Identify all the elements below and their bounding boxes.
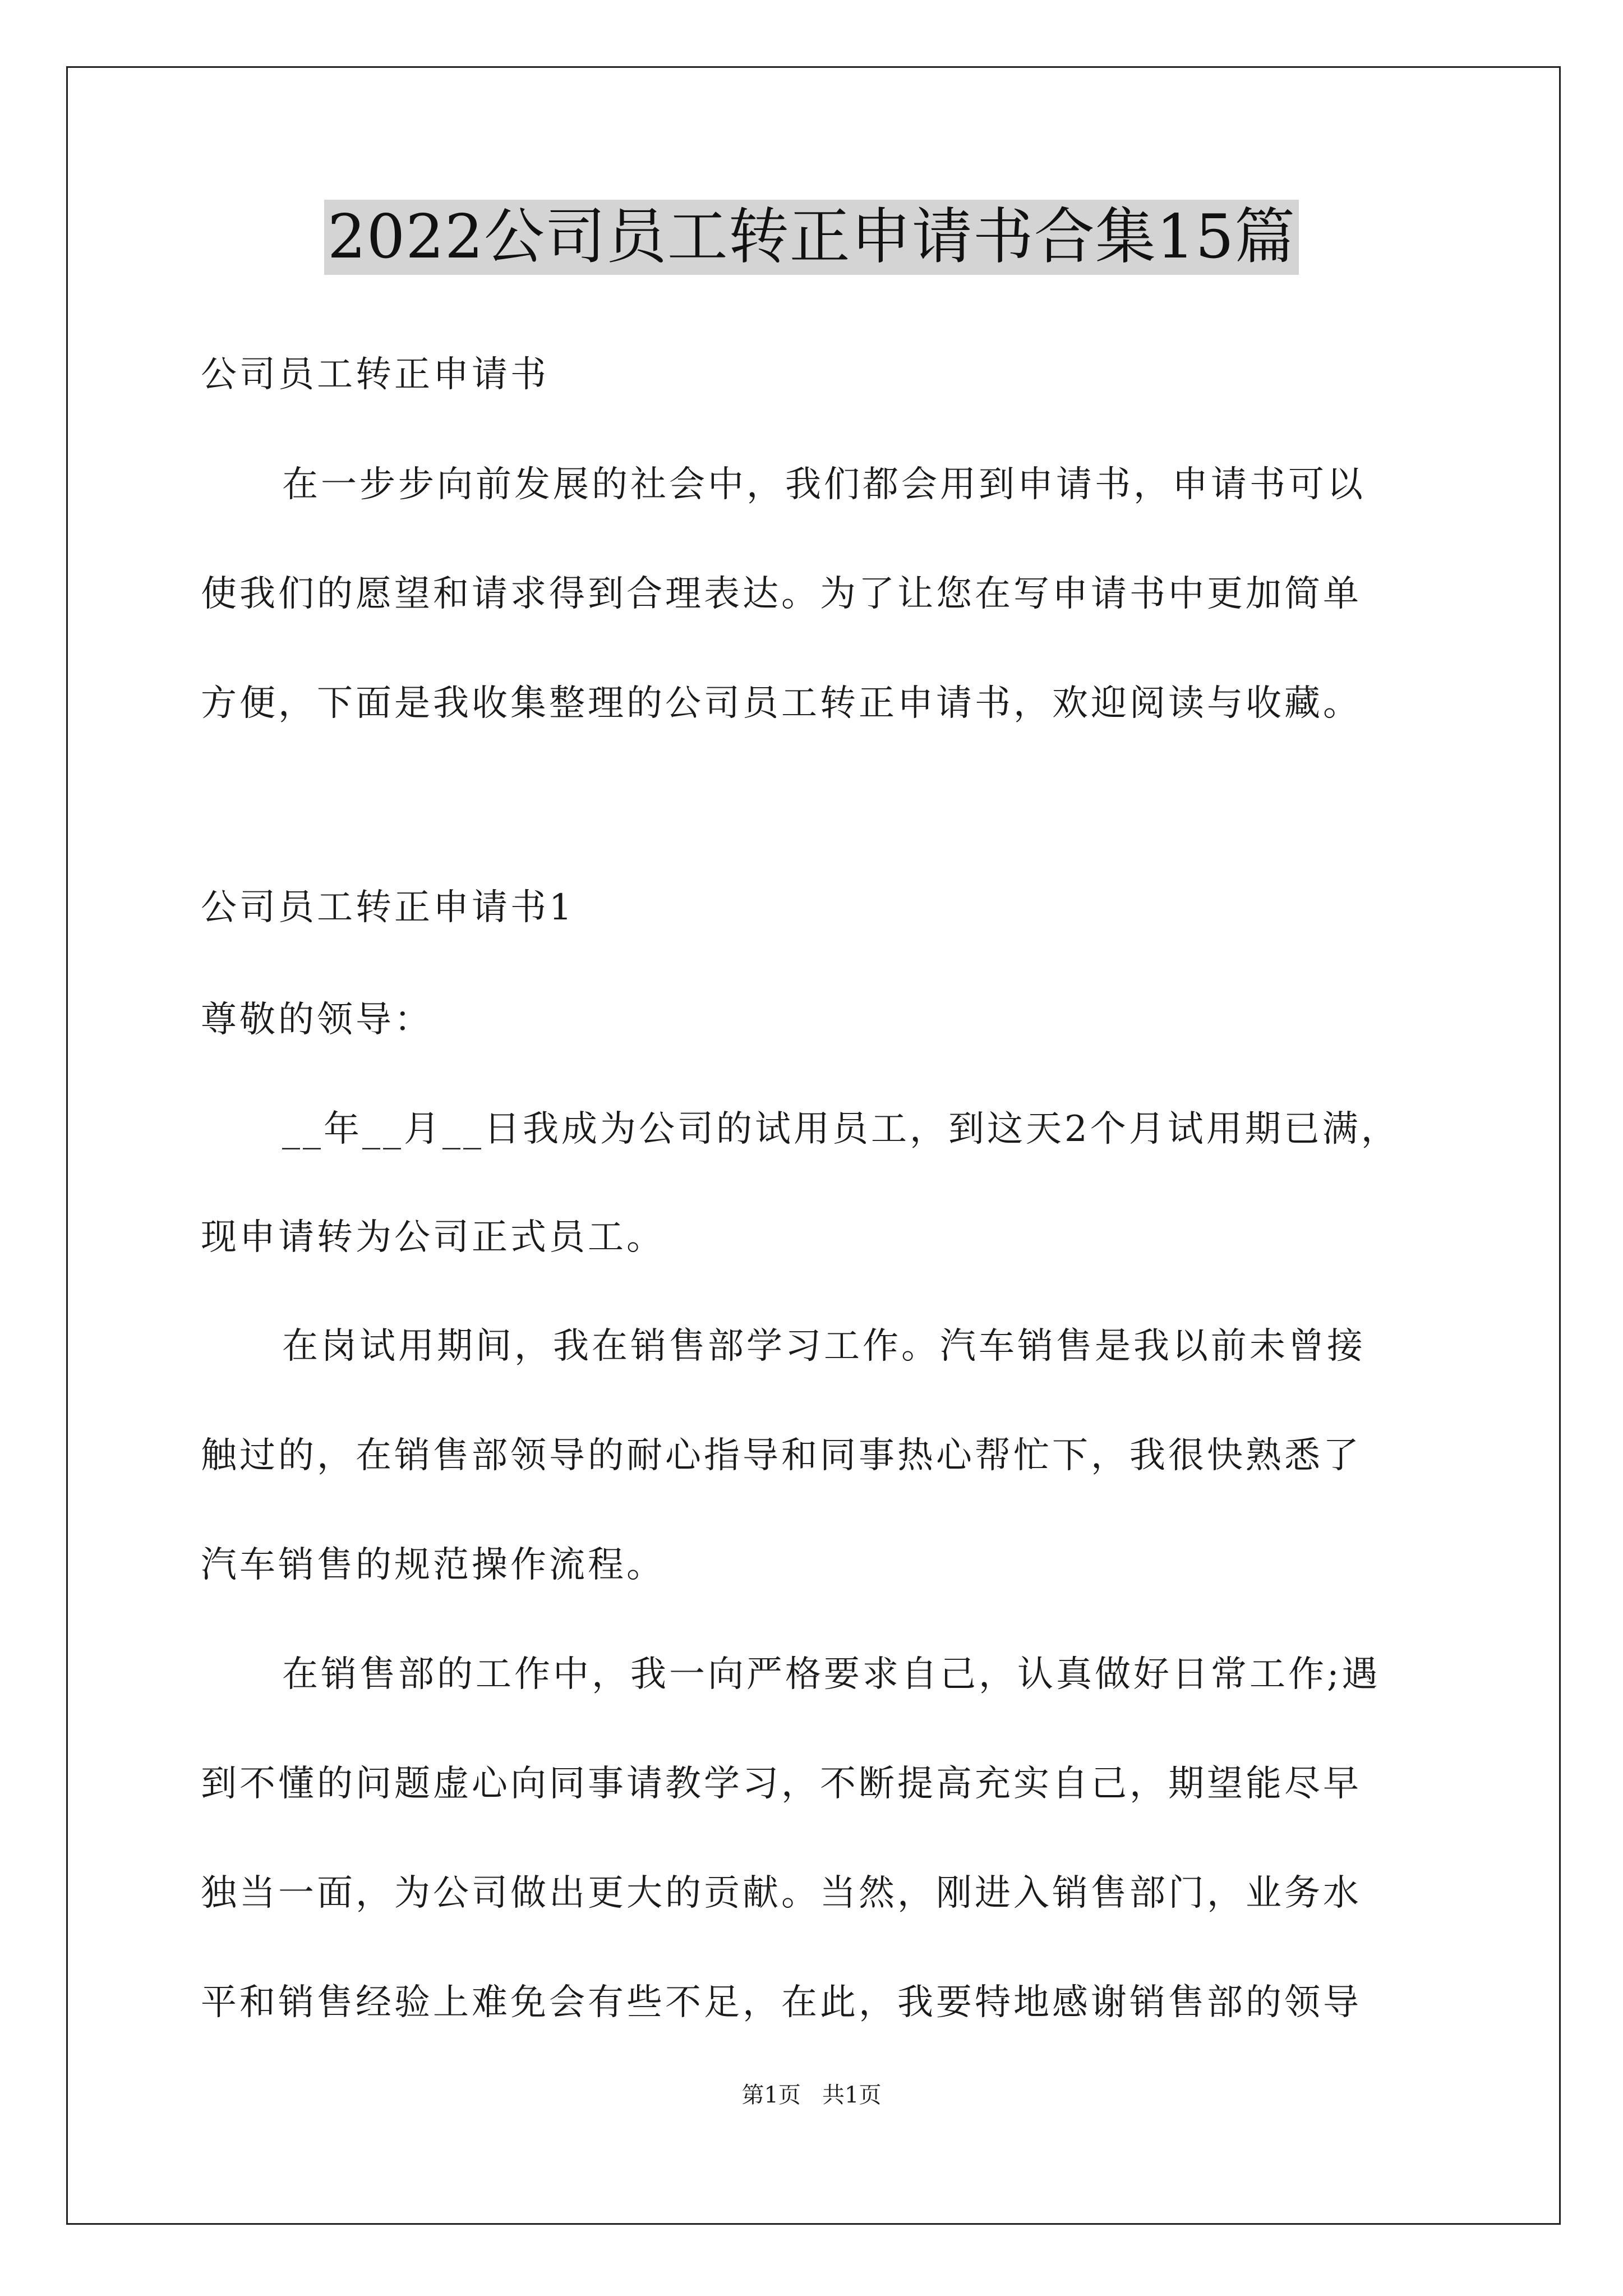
- intro-line-1: 在一步步向前发展的社会中，我们都会用到申请书，申请书可以: [282, 464, 1366, 505]
- intro-line-2: 使我们的愿望和请求得到合理表达。为了让您在写申请书中更加简单: [201, 573, 1362, 615]
- body-line-2: 现申请转为公司正式员工。: [201, 1217, 665, 1258]
- body-line-7: 到不懂的问题虚心向同事请教学习，不断提高充实自己，期望能尽早: [201, 1763, 1362, 1805]
- intro-line-3: 方便，下面是我收集整理的公司员工转正申请书，欢迎阅读与收藏。: [201, 683, 1362, 724]
- body-line-9: 平和销售经验上难免会有些不足，在此，我要特地感谢销售部的领导: [201, 1982, 1362, 2023]
- body-line-8: 独当一面，为公司做出更大的贡献。当然，刚进入销售部门，业务水: [201, 1872, 1362, 1914]
- body-line-1: __年__月__日我成为公司的试用员工，到这天2个月试用期已满，: [282, 1108, 1400, 1150]
- letter-heading: 公司员工转正申请书1: [201, 887, 575, 928]
- salutation: 尊敬的领导：: [201, 999, 433, 1041]
- page-footer: 第1页 共1页: [741, 2082, 882, 2108]
- title-container: [0, 200, 1623, 275]
- body-line-4: 触过的，在销售部领导的耐心指导和同事热心帮忙下，我很快熟悉了: [201, 1435, 1362, 1476]
- body-line-5: 汽车销售的规范操作流程。: [201, 1544, 665, 1586]
- body-line-6: 在销售部的工作中，我一向严格要求自己，认真做好日常工作;遇: [282, 1654, 1381, 1695]
- section-heading: 公司员工转正申请书: [201, 354, 549, 395]
- document-title: 2022公司员工转正申请书合集15篇: [324, 200, 1299, 275]
- body-line-3: 在岗试用期间，我在销售部学习工作。汽车销售是我以前未曾接: [282, 1326, 1366, 1367]
